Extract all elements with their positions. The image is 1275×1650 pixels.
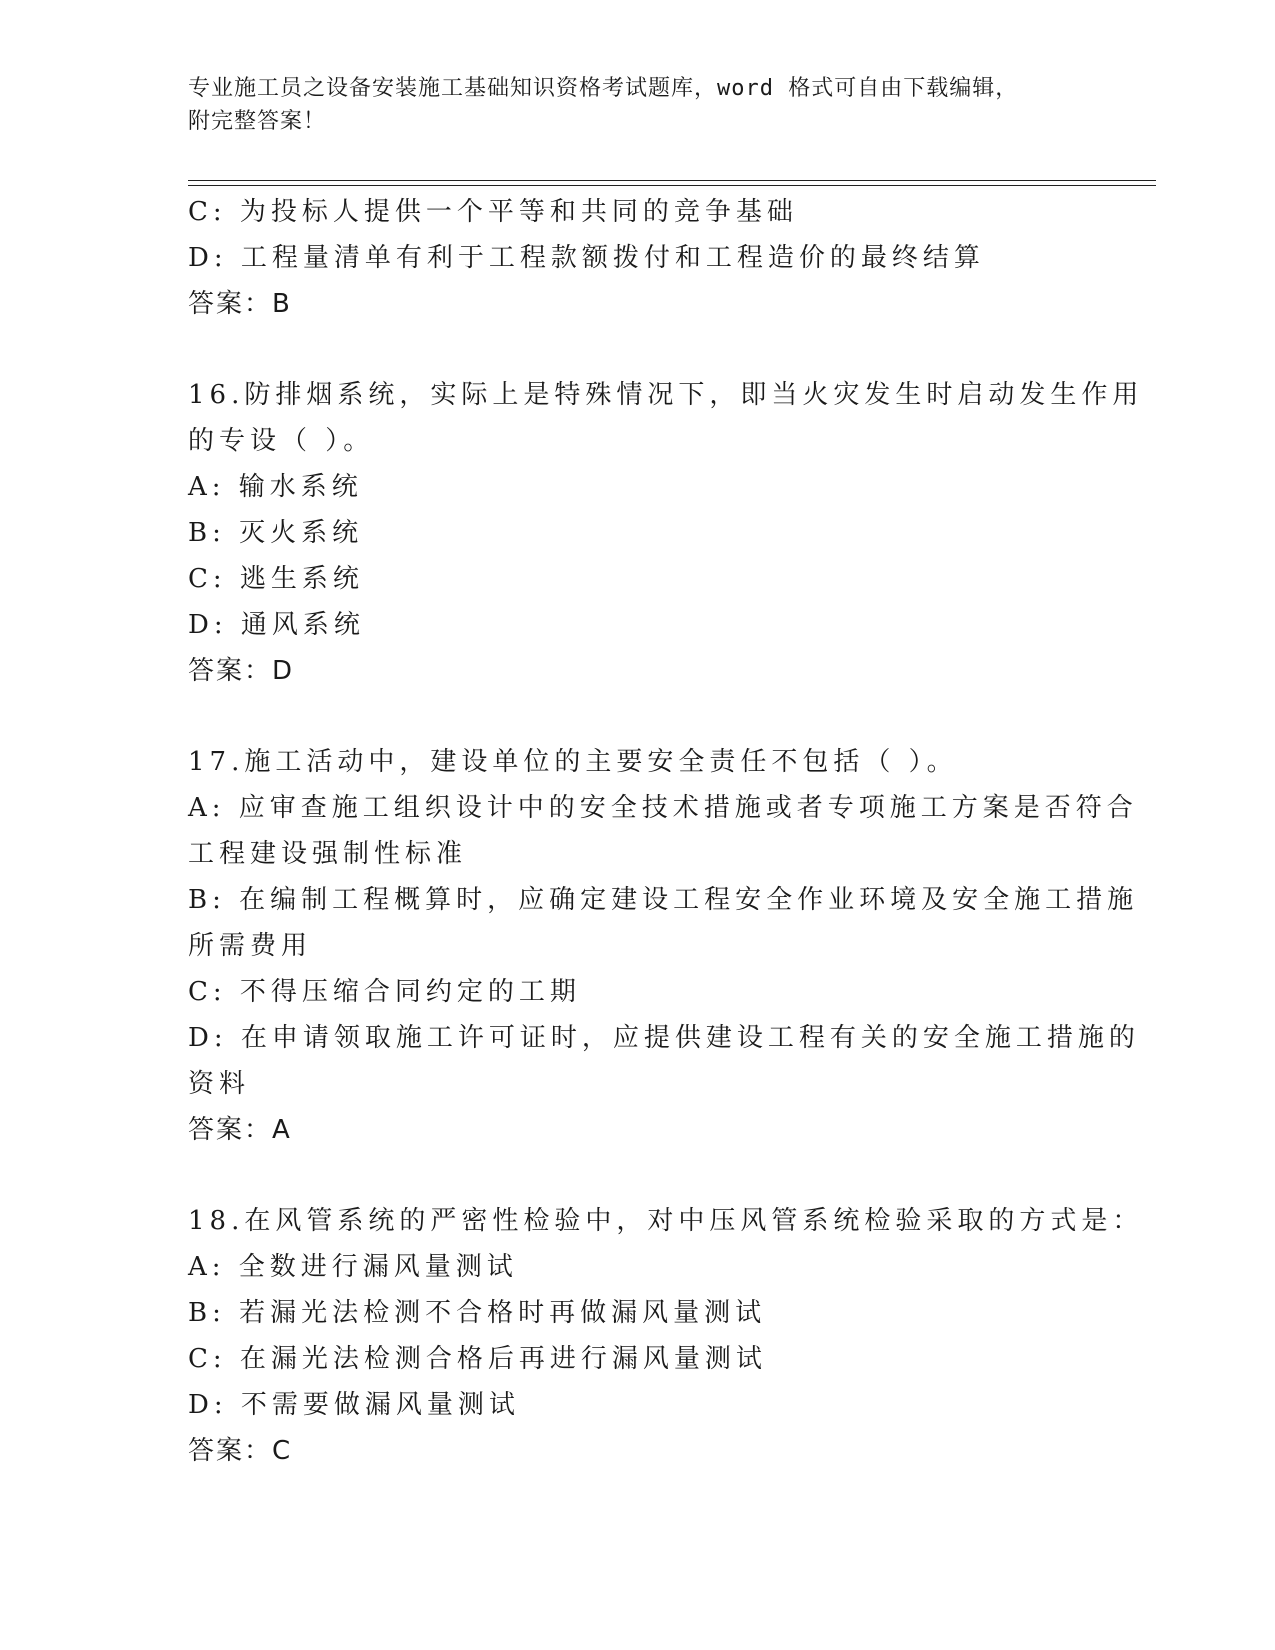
header-line-1: 专业施工员之设备安装施工基础知识资格考试题库，word 格式可自由下载编辑， [188, 76, 1019, 101]
question-16-block [188, 372, 1144, 694]
spacer [188, 1153, 1108, 1198]
spacer [188, 694, 1108, 739]
option-d-continued: 资料 [188, 1069, 251, 1099]
option-b-continued: 所需费用 [188, 931, 313, 961]
answer-line: 答案：B [188, 289, 292, 319]
option-d: D: 不需要做漏风量测试 [188, 1390, 520, 1420]
answer-line: 答案：D [188, 656, 295, 686]
option-b: B: 在编制工程概算时，应确定建设工程安全作业环境及安全施工措施 [188, 885, 1139, 915]
document-header [188, 72, 1088, 138]
option-a: A: 应审查施工组织设计中的安全技术措施或者专项施工方案是否符合 [188, 793, 1138, 823]
option-b: B: 若漏光法检测不合格时再做漏风量测试 [188, 1298, 767, 1328]
question-18-block [188, 1198, 1144, 1474]
header-divider-top [188, 180, 1156, 181]
question-stem: 18.在风管系统的严密性检验中，对中压风管系统检验采取的方式是： [188, 1206, 1144, 1236]
prev-question-block [188, 189, 1108, 327]
option-line: C: 为投标人提供一个平等和共同的竞争基础 [188, 197, 798, 227]
option-d: D: 通风系统 [188, 610, 365, 640]
header-line-2: 附完整答案！ [188, 109, 327, 134]
question-stem: 17.施工活动中，建设单位的主要安全责任不包括（ ）。 [188, 747, 958, 777]
question-stem: 16.防排烟系统，实际上是特殊情况下，即当火灾发生时启动发生作用 [188, 380, 1144, 410]
header-divider-bottom [188, 185, 1156, 186]
answer-line: 答案：A [188, 1115, 292, 1145]
option-b: B: 灭火系统 [188, 518, 364, 548]
question-17-block [188, 739, 1140, 1153]
option-c: C: 在漏光法检测合格后再进行漏风量测试 [188, 1344, 767, 1374]
question-stem-continued: 的专设（ ）。 [188, 426, 375, 456]
spacer [188, 327, 1108, 372]
option-c: C: 逃生系统 [188, 564, 364, 594]
answer-line: 答案：C [188, 1436, 293, 1466]
option-line: D: 工程量清单有利于工程款额拨付和工程造价的最终结算 [188, 243, 985, 273]
option-a-continued: 工程建设强制性标准 [188, 839, 468, 869]
option-d: D: 在申请领取施工许可证时，应提供建设工程有关的安全施工措施的 [188, 1023, 1140, 1053]
option-a: A: 输水系统 [188, 472, 363, 502]
option-a: A: 全数进行漏风量测试 [188, 1252, 518, 1282]
question-content [188, 189, 1144, 1474]
option-c: C: 不得压缩合同约定的工期 [188, 977, 581, 1007]
